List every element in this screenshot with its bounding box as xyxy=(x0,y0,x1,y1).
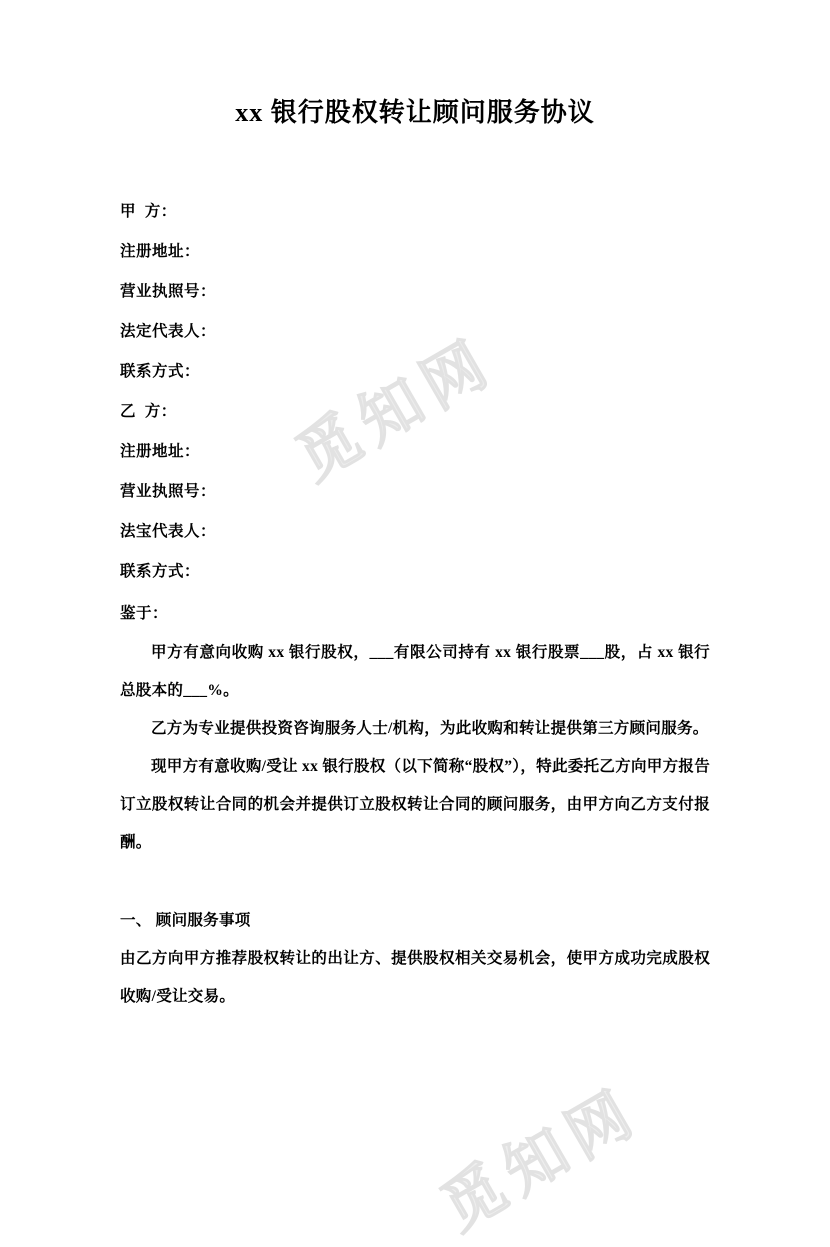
field-party-b-address: 注册地址： xyxy=(120,442,201,460)
recital-paragraph-2: 乙方为专业提供投资咨询服务人士/机构，为此收购和转让提供第三方顾问服务。 xyxy=(151,719,709,737)
recital-paragraph-3: 现甲方有意收购/受让 xx 银行股权（以下简称“股权”），特此委托乙方向甲方报告订立股权转让合同的机会并提供订立股权转让合同的顾问服务，由甲方向乙方支付报酬。 xyxy=(120,757,710,851)
field-party-b-license: 营业执照号： xyxy=(120,482,217,500)
field-party-a-contact: 联系方式： xyxy=(120,362,201,380)
field-party-a: 甲 方： xyxy=(120,202,177,220)
watermark-bottom: 觅知网 xyxy=(430,1075,652,1244)
party-information-block xyxy=(120,192,710,592)
field-party-a-address: 注册地址： xyxy=(120,242,201,260)
field-party-a-legal-rep: 法定代表人： xyxy=(120,322,217,340)
section-spacer xyxy=(120,862,710,902)
section-heading-1: 一、 顾问服务事项 xyxy=(120,911,251,929)
field-party-a-license: 营业执照号： xyxy=(120,282,217,300)
recital-label: 鉴于： xyxy=(120,604,169,622)
section-body-1: 由乙方向甲方推荐股权转让的出让方、提供股权相关交易机会，使甲方成功完成股权收购/受让交易。 xyxy=(120,949,710,1005)
field-party-b-legal-rep: 法宝代表人： xyxy=(120,522,217,540)
page-title: xx 银行股权转让顾问服务协议 xyxy=(235,98,595,127)
field-party-b-contact: 联系方式： xyxy=(120,562,201,580)
watermark-top: 觅知网 xyxy=(285,325,507,494)
recital-paragraph-1: 甲方有意向收购 xx 银行股权，___有限公司持有 xx 银行股票___股，占 xx 银行总股本的___%。 xyxy=(120,643,710,699)
field-party-b: 乙 方： xyxy=(120,402,177,420)
